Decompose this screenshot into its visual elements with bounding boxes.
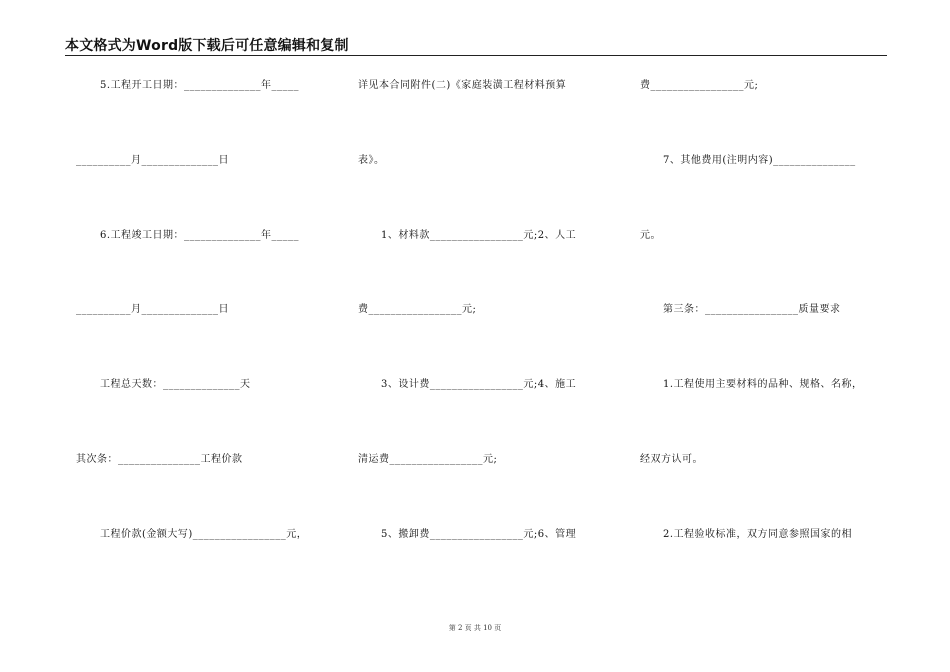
right-line-2: 7、其他费用(注明内容)_______________ (663, 155, 856, 166)
left-line-3: 6.工程竣工日期：______________年_____ (100, 230, 300, 241)
middle-line-2: 表》。 (358, 155, 385, 166)
middle-line-6: 清运费_________________元; (358, 454, 498, 465)
right-line-5: 1.工程使用主要材料的品种、规格、名称， (663, 379, 863, 390)
right-line-1: 费_________________元; (640, 80, 759, 91)
middle-line-3: 1、材料款_________________元;2、人工 (381, 230, 577, 241)
left-line-2: __________月______________日 (76, 155, 229, 166)
left-line-4: __________月______________日 (76, 304, 229, 315)
left-line-5: 工程总天数：______________天 (100, 379, 251, 390)
right-line-4: 第三条：_________________质量要求 (663, 304, 841, 315)
right-line-6: 经双方认可。 (640, 454, 703, 465)
header-title: 本文格式为Word版下载后可任意编辑和复制 (65, 38, 349, 54)
document-header (65, 35, 887, 56)
middle-line-1: 详见本合同附件(二)《家庭装潢工程材料预算 (358, 80, 567, 91)
middle-line-7: 5、搬卸费_________________元;6、管理 (381, 529, 577, 540)
middle-line-4: 费_________________元; (358, 304, 477, 315)
left-line-6: 其次条：_______________工程价款 (76, 454, 243, 465)
middle-line-5: 3、设计费_________________元;4、施工 (381, 379, 577, 390)
right-line-3: 元。 (640, 230, 661, 241)
right-line-7: 2.工程验收标准，双方同意参照国家的相 (663, 529, 853, 540)
page-number: 第 2 页 共 10 页 (448, 624, 502, 632)
left-line-1: 5.工程开工日期：______________年_____ (100, 80, 300, 91)
left-line-7: 工程价款(金额大写)_________________元， (100, 529, 308, 540)
